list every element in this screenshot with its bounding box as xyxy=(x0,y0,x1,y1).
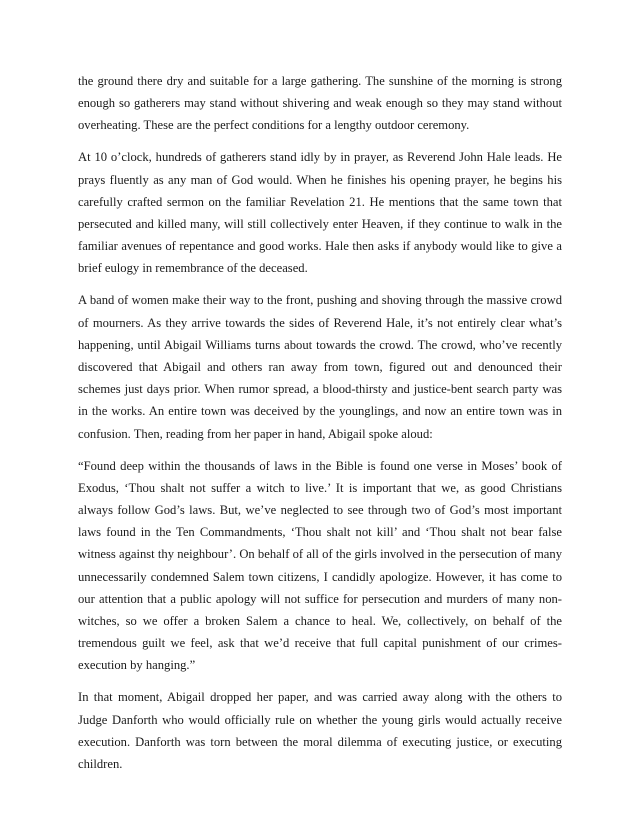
paragraph-3: A band of women make their way to the front, pushing and shoving through the massive crowd of mourners. As they arrive towards the sides of Reverend Hale, it’s not entirely clear what’s happening, until Abigail Williams turns about towards the crowd. The crowd, who’ve recently discovered that Abigail and others ran away from town, figured out and denounced their schemes just days prior. When rumor spread, a blood-thirsty and justice-bent search party was in the works. An entire town was deceived by the younglings, and now an entire town was in confusion. Then, reading from her paper in hand, Abigail spoke aloud: xyxy=(78,293,562,441)
paragraph-4: “Found deep within the thousands of laws in the Bible is found one verse in Moses’ book of Exodus, ‘Thou shalt not suffer a witch to live.’ It is important that we, as good Christians always follow God’s laws. But, we’ve neglected to see through two of God’s most important laws found in the Ten Commandments, ‘Thou shalt not kill’ and ‘Thou shalt not bear false witness against thy neighbour’. On behalf of all of the girls involved in the persecution of many unnecessarily condemned Salem town citizens, I candidly apologize. However, it has come to our attention that a public apology will not suffice for persecution and murders of many non-witches, so we offer a broken Salem a chance to heal. We, collectively, on behalf of the tremendous guilt we feel, ask that we’d receive that full capital punishment of our crimes- execution by hanging.” xyxy=(78,458,562,673)
paragraph-5: In that moment, Abigail dropped her paper, and was carried away along with the others to Judge Danforth who would officially rule on whether the young girls would actually receive execution. Danforth was torn between the moral dilemma of executing justice, or executing children. xyxy=(78,690,562,772)
paragraph-2: At 10 o’clock, hundreds of gatherers stand idly by in prayer, as Reverend John Hale leads. He prays fluently as any man of God would. When he finishes his opening prayer, he begins his carefully crafted sermon on the familiar Revelation 21. He mentions that the same town that persecuted and killed many, will still collectively enter Heaven, if they continue to walk in the familiar avenues of repentance and good works. Hale then asks if anybody would like to give a brief eulogy in remembrance of the deceased. xyxy=(78,150,562,276)
document-body xyxy=(78,70,562,785)
paragraph-1: the ground there dry and suitable for a large gathering. The sunshine of the morning is strong enough so gatherers may stand without shivering and weak enough so they may stand without overheating. These are the perfect conditions for a lengthy outdoor ceremony. xyxy=(78,74,562,133)
